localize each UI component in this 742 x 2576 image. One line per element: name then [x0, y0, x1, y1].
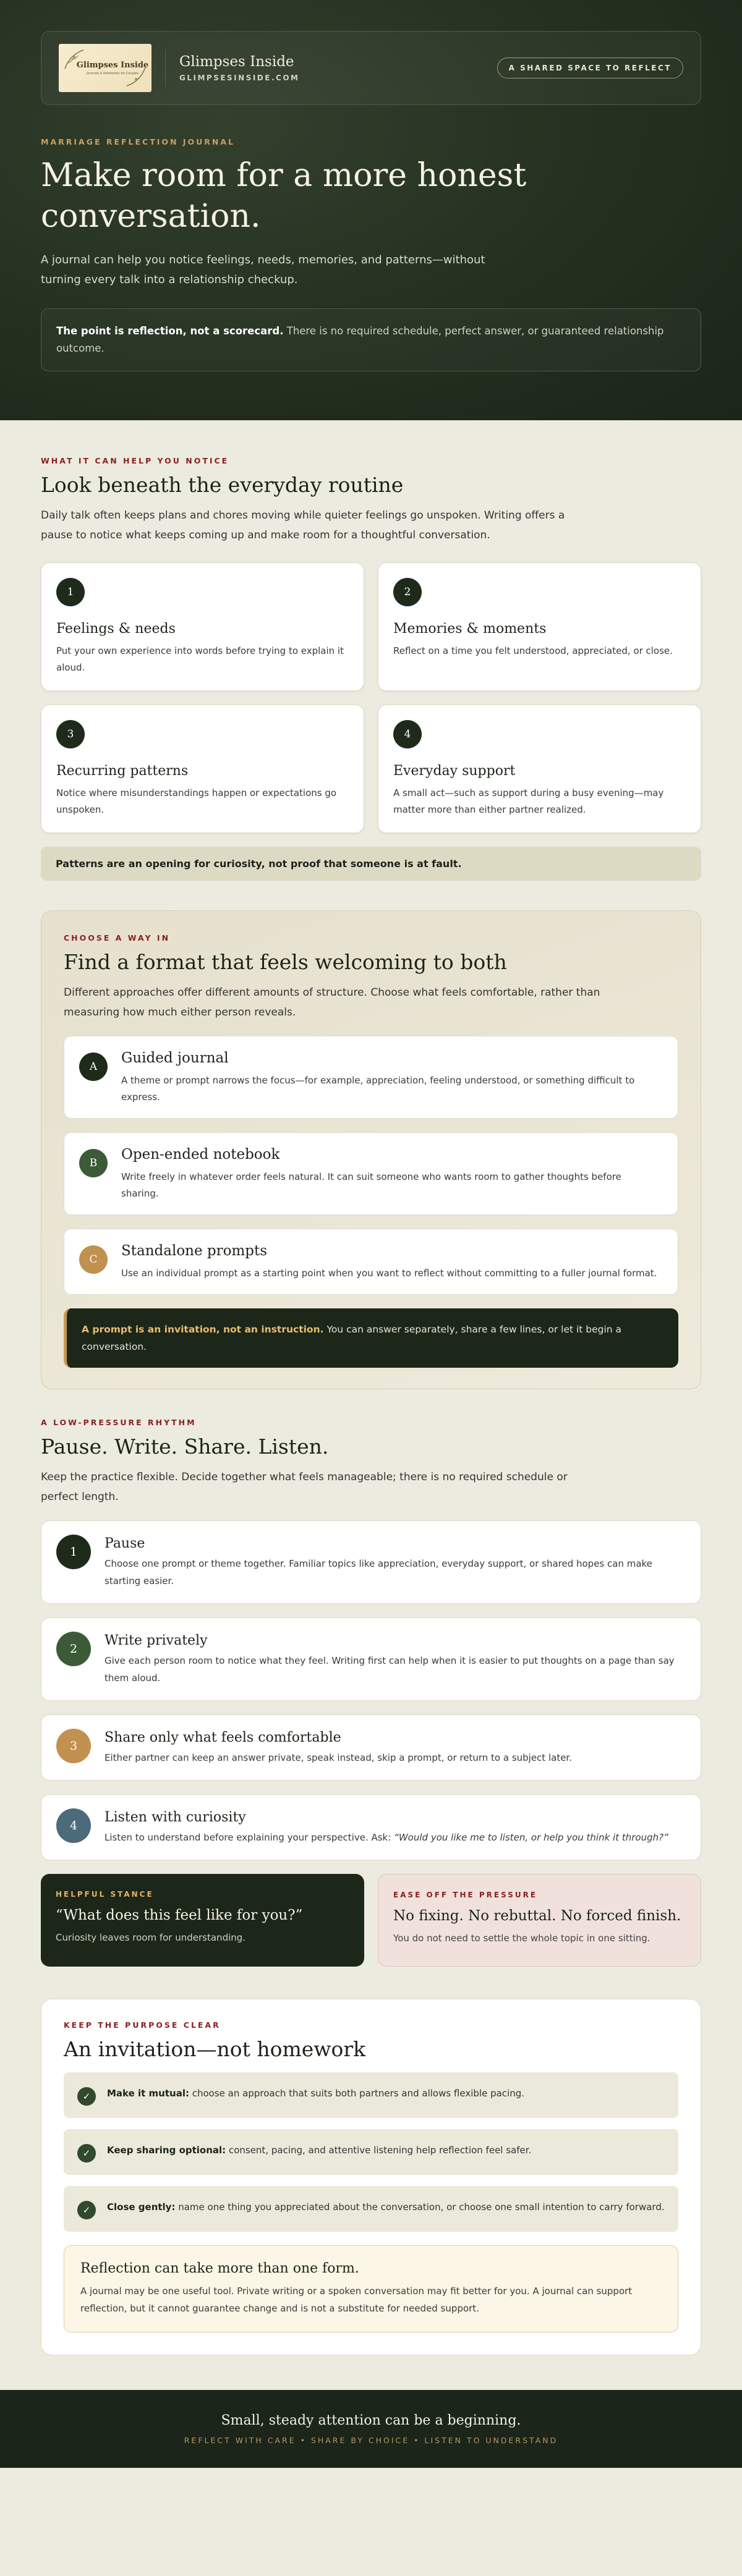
- ease-eyebrow: EASE OFF THE PRESSURE: [393, 1891, 538, 1899]
- option-title: Standalone prompts: [121, 1243, 268, 1259]
- check-body: name one thing you appreciated about the conversation, or choose one small intention to carry forward.: [175, 2201, 665, 2213]
- ease-title: No fixing. No rebuttal. No forced finish.: [393, 1908, 681, 1924]
- check-item: [64, 2129, 678, 2175]
- section-intro: Daily talk often keeps plans and chores moving while quieter feelings go unspoken. Writing offers a pause to notice what keeps coming up and make room for a thoughtful conversation.: [41, 509, 565, 541]
- option-letter-badge: A: [79, 1053, 108, 1081]
- format-option-prompts: [64, 1229, 678, 1295]
- reflection-title: Reflection can take more than one form.: [80, 2261, 359, 2276]
- section-title: Look beneath the everyday routine: [41, 473, 404, 497]
- patterns-banner: Patterns are an opening for curiosity, not proof that someone is at fault.: [41, 847, 701, 881]
- ease-pressure-card: [378, 1874, 701, 1967]
- reflection-note: [64, 2245, 678, 2332]
- check-body: choose an approach that suits both partners and allows flexible pacing.: [189, 2088, 524, 2099]
- purpose-panel: [41, 1999, 701, 2355]
- rhythm-intro: Keep the practice flexible. Decide together what feels manageable; there is no required schedule or perfect length.: [41, 1471, 568, 1503]
- card-text: Reflect on a time you felt understood, appreciated, or close.: [393, 645, 673, 656]
- section-kicker: WHAT IT CAN HELP YOU NOTICE: [41, 456, 229, 465]
- hero-title: Make room for a more honest conversation.: [41, 157, 527, 235]
- brand-url[interactable]: GLIMPSESINSIDE.COM: [179, 74, 300, 82]
- step-number: 4: [56, 1808, 91, 1843]
- logo-subtitle: Journals & Notebooks for Couples: [87, 72, 139, 75]
- logo-title: Glimpses Inside: [76, 61, 149, 70]
- format-panel: [41, 910, 701, 1389]
- option-text: A theme or prompt narrows the focus—for example, appreciation, feeling understood, or something difficult to express.: [121, 1075, 635, 1103]
- purpose-kicker: KEEP THE PURPOSE CLEAR: [64, 2020, 221, 2030]
- option-text: Use an individual prompt as a starting point when you want to reflect without committing to a fuller journal format.: [121, 1268, 657, 1279]
- footer: [0, 2390, 742, 2468]
- format-intro: Different approaches offer different amounts of structure. Choose what feels comfortable, rather than measuring how much either person reveals.: [64, 986, 600, 1019]
- step-text: Choose one prompt or theme together. Familiar topics like appreciation, everyday support, or shared hopes can make starting easier.: [104, 1558, 652, 1587]
- step-text: [104, 1829, 668, 1846]
- notice-section: [0, 420, 742, 1389]
- shared-space-pill: A SHARED SPACE TO REFLECT: [497, 57, 683, 78]
- step-text: Give each person room to notice what they feel. Writing first can help when it is easier to put thoughts on a page than say them aloud.: [104, 1655, 675, 1684]
- step-pause: [41, 1520, 701, 1604]
- rhythm-title: Pause. Write. Share. Listen.: [41, 1434, 329, 1459]
- card-text: Notice where misunderstandings happen or expectations go unspoken.: [56, 787, 337, 815]
- step-title: Listen with curiosity: [104, 1810, 246, 1825]
- notice-bold: The point is reflection, not a scorecard.: [56, 325, 284, 337]
- option-letter-badge: B: [79, 1149, 108, 1177]
- footer-tagline: Small, steady attention can be a beginning.: [221, 2413, 521, 2428]
- brand-text: [179, 54, 299, 82]
- check-body: consent, pacing, and attentive listening help reflection feel safer.: [226, 2145, 532, 2156]
- card-text: A small act—such as support during a busy evening—may matter more than either partner realized.: [393, 787, 664, 815]
- step-listen: [41, 1794, 701, 1860]
- step-text-lead: Listen to understand before explaining your perspective. Ask:: [104, 1832, 394, 1843]
- brand-name[interactable]: Glimpses Inside: [179, 54, 294, 70]
- card-number: 2: [393, 578, 422, 606]
- step-title: Pause: [104, 1536, 145, 1551]
- option-letter-badge: C: [79, 1245, 108, 1274]
- hero-lead: A journal can help you notice feelings, needs, memories, and patterns—without turning every talk into a relationship checkup.: [41, 253, 485, 286]
- card-number: 4: [393, 720, 422, 748]
- check-text: [107, 2198, 665, 2216]
- brand-bar: [41, 31, 701, 105]
- stance-quote: “What does this feel like for you?”: [56, 1907, 303, 1923]
- hero-notice: [41, 308, 701, 371]
- card-title: Recurring patterns: [56, 763, 189, 779]
- brand-logo[interactable]: [59, 44, 151, 92]
- card-text: Put your own experience into words before trying to explain it aloud.: [56, 645, 344, 673]
- check-text: [107, 2142, 531, 2159]
- check-bold: Keep sharing optional:: [107, 2145, 226, 2156]
- check-icon: ✓: [77, 2201, 96, 2219]
- card-title: Memories & moments: [393, 621, 547, 637]
- format-option-notebook: [64, 1132, 678, 1215]
- format-title: Find a format that feels welcoming to both: [64, 950, 507, 974]
- notice-card: [41, 562, 364, 691]
- option-text: Write freely in whatever order feels natural. It can suit someone who wants room to gather thoughts before sharing.: [121, 1171, 621, 1199]
- check-icon: ✓: [77, 2144, 96, 2163]
- step-title: Share only what feels comfortable: [104, 1730, 341, 1745]
- hero: [0, 0, 742, 420]
- step-number: 1: [56, 1535, 91, 1569]
- check-bold: Close gently:: [107, 2201, 176, 2213]
- footer-values: REFLECT WITH CARE • SHARE BY CHOICE • LISTEN TO UNDERSTAND: [184, 2436, 558, 2445]
- rhythm-kicker: A LOW-PRESSURE RHYTHM: [41, 1418, 197, 1427]
- step-write: [41, 1617, 701, 1701]
- card-number: 3: [56, 720, 85, 748]
- reflection-text: A journal may be one useful tool. Private writing or a spoken conversation may fit better for you. A journal can support reflection, but it cannot guarantee change and is not a substitute for needed support.: [80, 2286, 633, 2314]
- notice-text: There is no required schedule, perfect answer, or guaranteed relationship outcome.: [56, 325, 664, 354]
- step-number: 2: [56, 1632, 91, 1666]
- ease-sub: You do not need to settle the whole topic in one sitting.: [393, 1933, 650, 1944]
- check-icon: ✓: [77, 2087, 96, 2106]
- step-text: Either partner can keep an answer private, speak instead, skip a prompt, or return to a subject later.: [104, 1752, 572, 1763]
- invitation-callout: [64, 1308, 678, 1368]
- check-bold: Make it mutual:: [107, 2088, 189, 2099]
- hero-eyebrow: MARRIAGE REFLECTION JOURNAL: [41, 137, 235, 146]
- notice-card: [41, 705, 364, 833]
- rhythm-section: [0, 1389, 742, 2355]
- stance-sub: Curiosity leaves room for understanding.: [56, 1932, 246, 1943]
- step-quote: “Would you like me to listen, or help you think it through?”: [394, 1832, 668, 1843]
- card-title: Feelings & needs: [56, 621, 176, 637]
- step-share: [41, 1714, 701, 1781]
- flourish-icon: [124, 65, 148, 88]
- step-number: 3: [56, 1729, 91, 1763]
- notice-card: [378, 562, 701, 691]
- option-title: Open-ended notebook: [121, 1146, 280, 1163]
- step-title: Write privately: [104, 1633, 208, 1648]
- stance-row: [41, 1874, 701, 1967]
- check-text: [107, 2085, 524, 2102]
- format-kicker: CHOOSE A WAY IN: [64, 933, 171, 943]
- check-item: [64, 2072, 678, 2118]
- notice-cards: [41, 562, 701, 833]
- notice-card: [378, 705, 701, 833]
- helpful-stance-card: [41, 1874, 364, 1967]
- purpose-title: An invitation—not homework: [64, 2037, 366, 2061]
- card-number: 1: [56, 578, 85, 606]
- option-title: Guided journal: [121, 1050, 229, 1066]
- format-option-guided: [64, 1036, 678, 1119]
- invite-text: You can answer separately, share a few lines, or let it begin a conversation.: [82, 1324, 622, 1352]
- invite-bold: A prompt is an invitation, not an instruction.: [82, 1324, 324, 1335]
- flourish-icon: [62, 48, 86, 71]
- card-title: Everyday support: [393, 763, 516, 779]
- brand-divider: [165, 49, 166, 87]
- check-item: [64, 2186, 678, 2232]
- stance-eyebrow: HELPFUL STANCE: [56, 1890, 154, 1899]
